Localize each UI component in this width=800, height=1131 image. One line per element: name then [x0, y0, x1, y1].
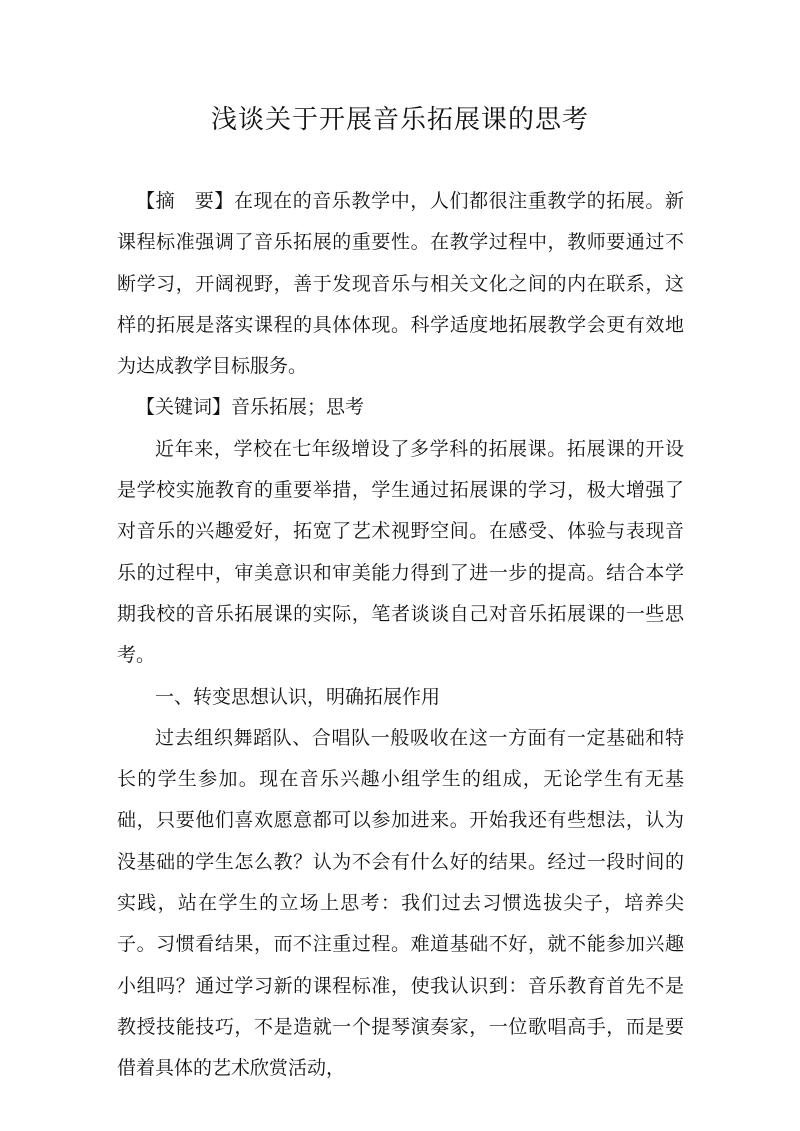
abstract-paragraph — [117, 181, 684, 387]
document-body — [117, 181, 684, 1090]
section-paragraph: 过去组织舞蹈队、合唱队一般吸收在这一方面有一定基础和特长的学生参加。现在音乐兴趣小组学生的组成，无论学生有无基础，只要他们喜欢愿意都可以参加进来。开始我还有些想法，认为没基础的学生怎么教？认为不会有什么好的结果。经过一段时间的实践，站在学生的立场上思考：我们过去习惯选拔尖子，培养尖子。习惯看结果，而不注重过程。难道基础不好，就不能参加兴趣小组吗？通过学习新的课程标准，使我认识到：音乐教育首先不是教授技能技巧，不是造就一个提琴演奏家，一位歌唱高手，而是要借着具体的艺术欣赏活动， — [117, 726, 684, 1080]
keywords-paragraph — [117, 387, 684, 428]
document-title: 浅谈关于开展音乐拓展课的思考 — [210, 105, 589, 135]
abstract-text: 在现在的音乐教学中，人们都很注重教学的拓展。新课程标准强调了音乐拓展的重要性。在教学过程中，教师要通过不断学习，开阔视野，善于发现音乐与相关文化之间的内在联系，这样的拓展是落实课程的具体体现。科学适度地拓展教学会更有效地为达成教学目标服务。 — [117, 190, 684, 378]
section-heading: 一、转变思想认识，明确拓展作用 — [155, 685, 441, 708]
intro-paragraph: 近年来，学校在七年级增设了多学科的拓展课。拓展课的开设是学校实施教育的重要举措，学生通过拓展课的学习，极大增强了对音乐的兴趣爱好，拓宽了艺术视野空间。在感受、体验与表现音乐的过程中，审美意识和审美能力得到了进一步的提高。结合本学期我校的音乐拓展课的实际，笔者谈谈自己对音乐拓展课的一些思考。 — [117, 437, 684, 667]
keywords-label: 【关键词】 — [136, 396, 232, 419]
keywords-text: 音乐拓展；思考 — [231, 396, 365, 419]
abstract-label: 【摘 要】 — [136, 190, 234, 212]
